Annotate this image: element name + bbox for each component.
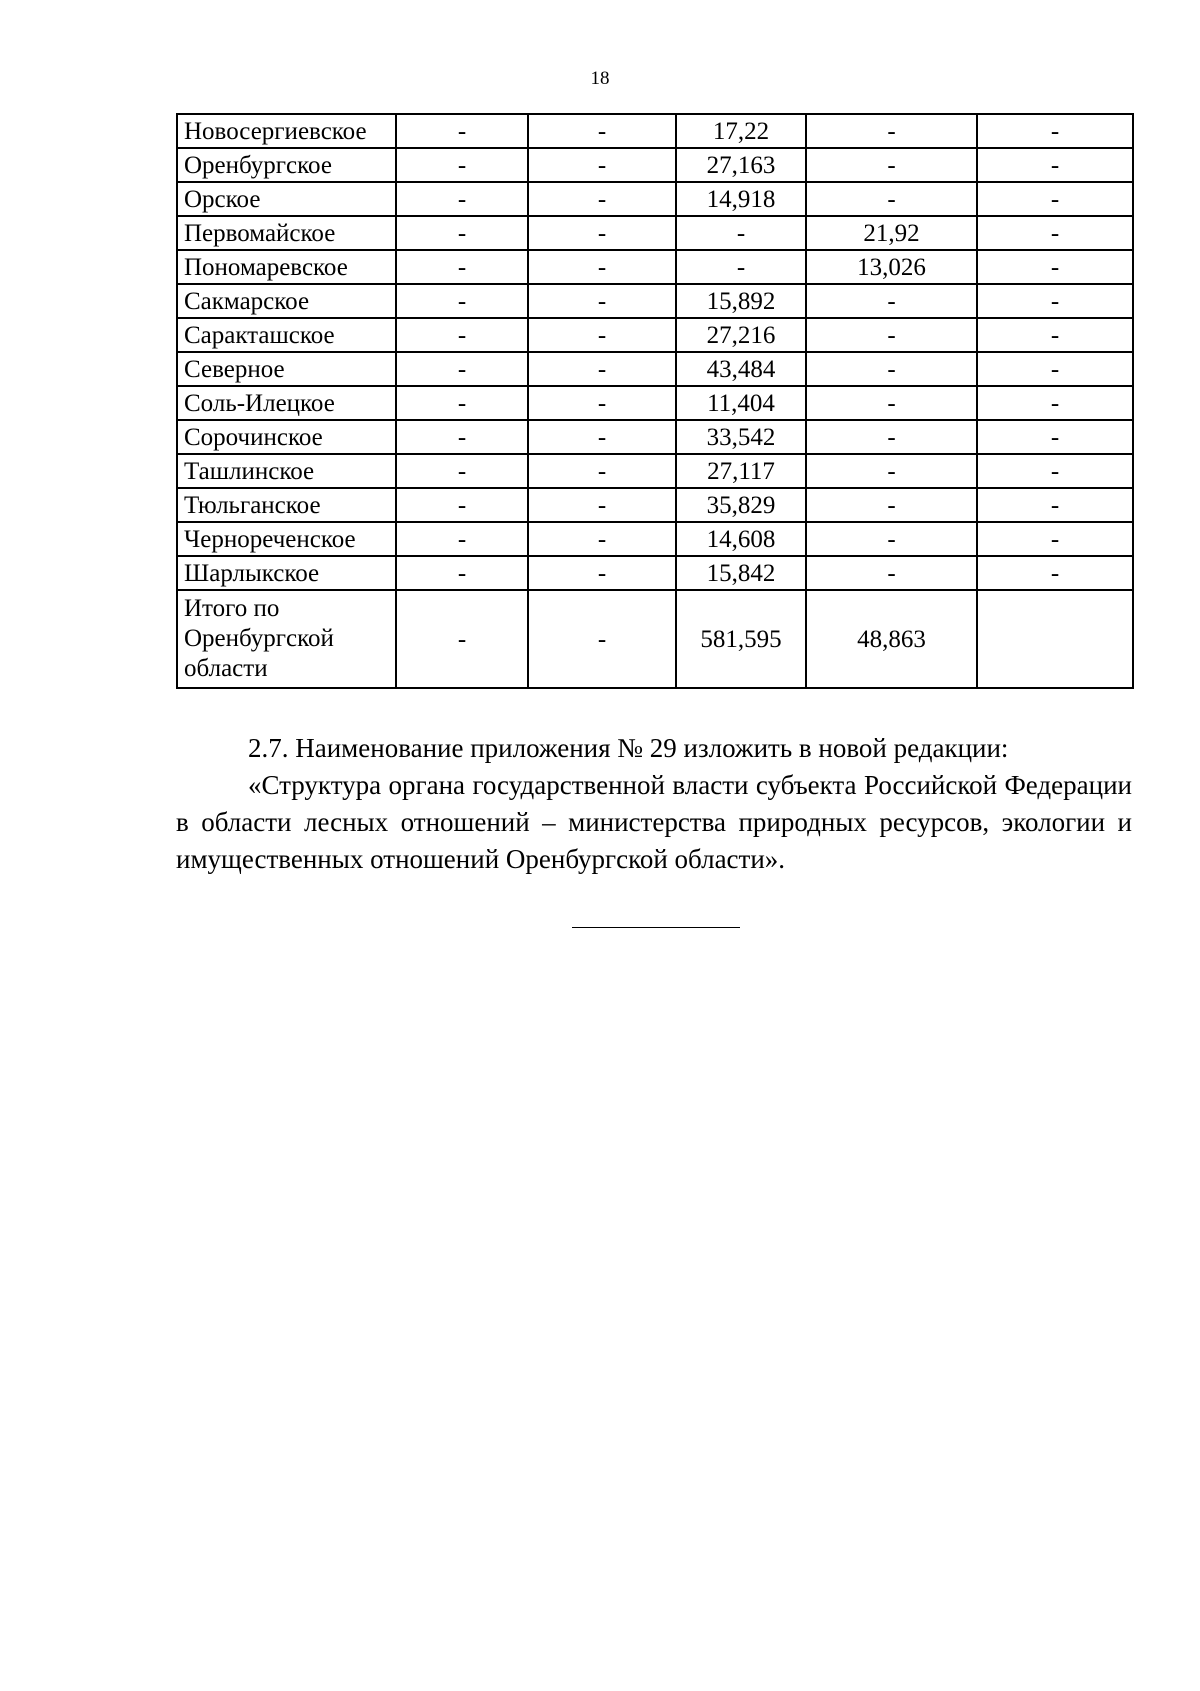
value-cell: - xyxy=(396,318,528,352)
table-row xyxy=(177,522,1133,556)
value-cell: 15,892 xyxy=(676,284,806,318)
value-cell: 43,484 xyxy=(676,352,806,386)
value-cell: - xyxy=(396,590,528,688)
district-name-cell: Шарлыкское xyxy=(177,556,396,590)
value-cell: - xyxy=(806,284,977,318)
value-cell: 581,595 xyxy=(676,590,806,688)
value-cell: - xyxy=(977,420,1133,454)
district-name-cell: Сакмарское xyxy=(177,284,396,318)
amendment-quote: «Структура органа государственной власти субъекта Российской Федерации в области лесных отношений – министерства природных ресурсов, экологии и имущественных отношений Оренбургской области». xyxy=(176,770,1132,874)
value-cell: - xyxy=(977,522,1133,556)
table-body xyxy=(177,114,1133,688)
value-cell: 14,608 xyxy=(676,522,806,556)
value-cell: - xyxy=(676,216,806,250)
district-name-cell: Саракташское xyxy=(177,318,396,352)
value-cell: - xyxy=(396,250,528,284)
district-name-cell: Чернореченское xyxy=(177,522,396,556)
value-cell: - xyxy=(528,284,676,318)
value-cell: - xyxy=(977,454,1133,488)
value-cell: - xyxy=(977,216,1133,250)
table-row xyxy=(177,114,1133,148)
value-cell: - xyxy=(977,114,1133,148)
value-cell: 27,117 xyxy=(676,454,806,488)
value-cell: 27,216 xyxy=(676,318,806,352)
value-cell: - xyxy=(977,488,1133,522)
value-cell: - xyxy=(528,522,676,556)
value-cell: - xyxy=(528,250,676,284)
table-row xyxy=(177,148,1133,182)
value-cell: - xyxy=(806,318,977,352)
district-name-cell: Орское xyxy=(177,182,396,216)
value-cell: - xyxy=(528,454,676,488)
value-cell xyxy=(977,590,1133,688)
value-cell: 11,404 xyxy=(676,386,806,420)
value-cell: - xyxy=(396,522,528,556)
value-cell: - xyxy=(806,522,977,556)
district-name-cell: Новосергиевское xyxy=(177,114,396,148)
table-row xyxy=(177,284,1133,318)
district-name-cell: Соль-Илецкое xyxy=(177,386,396,420)
value-cell: 33,542 xyxy=(676,420,806,454)
value-cell: - xyxy=(528,114,676,148)
district-name-cell: Первомайское xyxy=(177,216,396,250)
value-cell: - xyxy=(977,556,1133,590)
value-cell: - xyxy=(396,454,528,488)
value-cell: - xyxy=(396,284,528,318)
value-cell: - xyxy=(806,182,977,216)
value-cell: - xyxy=(396,420,528,454)
district-name-cell: Тюльганское xyxy=(177,488,396,522)
value-cell: - xyxy=(396,352,528,386)
district-name-cell: Ташлинское xyxy=(177,454,396,488)
value-cell: - xyxy=(396,488,528,522)
value-cell: - xyxy=(396,556,528,590)
value-cell: - xyxy=(806,488,977,522)
district-name-cell: Сорочинское xyxy=(177,420,396,454)
table-row xyxy=(177,556,1133,590)
value-cell: 21,92 xyxy=(806,216,977,250)
table-row xyxy=(177,352,1133,386)
table-row xyxy=(177,182,1133,216)
value-cell: - xyxy=(528,590,676,688)
amendment-text xyxy=(176,730,1132,878)
value-cell: - xyxy=(396,386,528,420)
value-cell: 14,918 xyxy=(676,182,806,216)
forestry-table xyxy=(176,113,1134,689)
table-row xyxy=(177,216,1133,250)
district-name-cell: Пономаревское xyxy=(177,250,396,284)
value-cell: - xyxy=(806,148,977,182)
district-name-cell: Итого по Оренбургской области xyxy=(177,590,396,688)
value-cell: 15,842 xyxy=(676,556,806,590)
table-row xyxy=(177,488,1133,522)
value-cell: 48,863 xyxy=(806,590,977,688)
table-row xyxy=(177,454,1133,488)
value-cell: - xyxy=(396,114,528,148)
value-cell: - xyxy=(806,556,977,590)
value-cell: - xyxy=(806,454,977,488)
value-cell: - xyxy=(977,284,1133,318)
value-cell: - xyxy=(528,488,676,522)
value-cell: - xyxy=(676,250,806,284)
value-cell: - xyxy=(977,148,1133,182)
value-cell: - xyxy=(977,386,1133,420)
value-cell: - xyxy=(977,352,1133,386)
value-cell: 17,22 xyxy=(676,114,806,148)
value-cell: - xyxy=(396,182,528,216)
table-row xyxy=(177,318,1133,352)
amendment-heading: 2.7. Наименование приложения № 29 изложить в новой редакции: xyxy=(248,733,1009,763)
page-number: 18 xyxy=(590,68,610,89)
value-cell: - xyxy=(396,148,528,182)
value-cell: - xyxy=(528,556,676,590)
value-cell: 13,026 xyxy=(806,250,977,284)
value-cell: - xyxy=(806,386,977,420)
value-cell: - xyxy=(396,216,528,250)
value-cell: 27,163 xyxy=(676,148,806,182)
value-cell: - xyxy=(528,148,676,182)
district-name-cell: Оренбургское xyxy=(177,148,396,182)
value-cell: - xyxy=(528,352,676,386)
value-cell: - xyxy=(528,318,676,352)
value-cell: - xyxy=(806,352,977,386)
value-cell: - xyxy=(528,216,676,250)
value-cell: - xyxy=(528,420,676,454)
value-cell: - xyxy=(977,318,1133,352)
total-row xyxy=(177,590,1133,688)
table-row xyxy=(177,250,1133,284)
value-cell: - xyxy=(977,250,1133,284)
value-cell: 35,829 xyxy=(676,488,806,522)
district-name-cell: Северное xyxy=(177,352,396,386)
table-row xyxy=(177,386,1133,420)
value-cell: - xyxy=(806,420,977,454)
value-cell: - xyxy=(977,182,1133,216)
value-cell: - xyxy=(806,114,977,148)
value-cell: - xyxy=(528,386,676,420)
table-row xyxy=(177,420,1133,454)
end-divider xyxy=(572,927,740,928)
value-cell: - xyxy=(528,182,676,216)
